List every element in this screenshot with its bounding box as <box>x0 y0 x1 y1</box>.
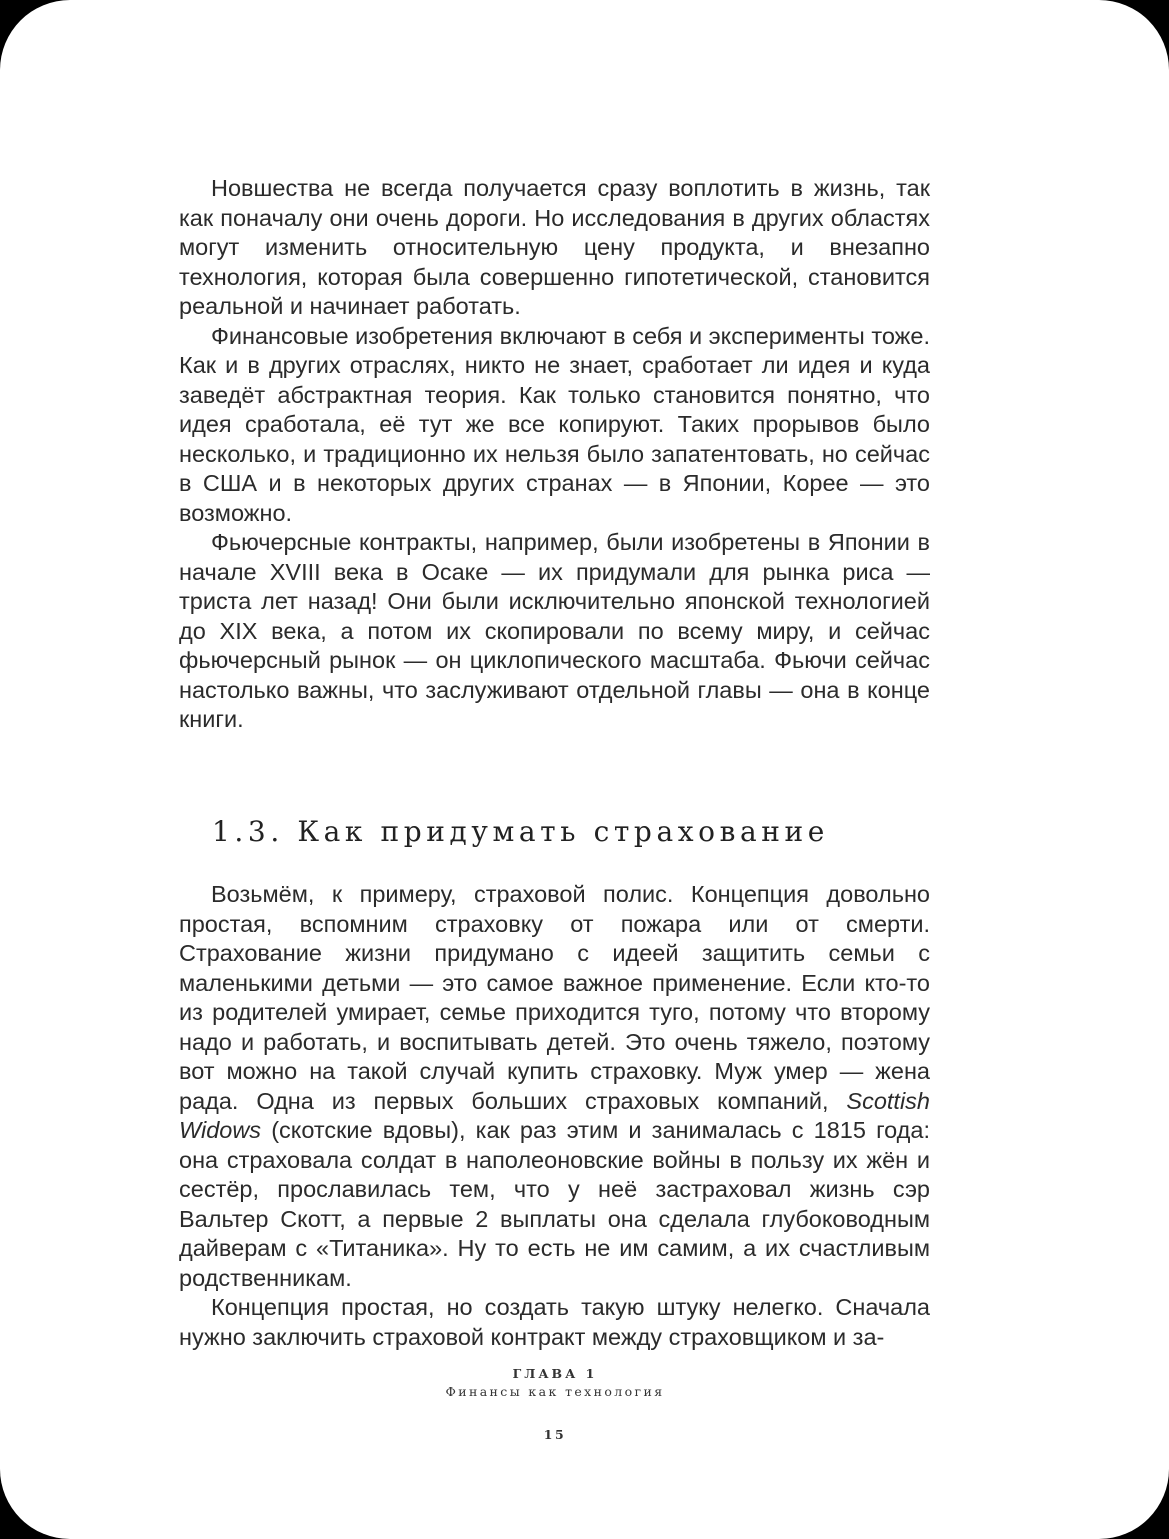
text-block-top <box>179 174 930 735</box>
footer-chapter: ГЛАВА 1 <box>512 1366 598 1381</box>
paragraph-concept: Концепция простая, но создать такую штуку нелегко. Сначала нужно заключить страховой контракт между страховщиком и за- <box>179 1294 930 1350</box>
paragraph-financial-inventions: Финансовые изобретения включают в себя и эксперименты тоже. Как и в других отраслях, никто не знает, сработает ли идея и куда заведёт абстрактная теория. Как только становится понятно, что идея сработала, её тут же все копируют. Таких прорывов было несколько, и традиционно их нельзя было запатентовать, но сейчас в США и в некоторых других странах — в Японии, Корее — это возможно. <box>179 322 930 526</box>
text-block-bottom <box>179 880 930 1352</box>
paragraph-insurance-part2: (скотские вдовы), как раз этим и занималась с 1815 года: она страховала солдат в наполеоновские войны в пользу их жён и сестёр, прославилась тем, что у неё застраховал жизнь сэр Вальтер Скотт, а первые 2 выплаты она сделала глубоководным дайверам с «Титаника». Ну то есть не им самим, а их счастливым родственникам. <box>179 1117 930 1291</box>
company-name: Scottish Widows <box>179 1087 930 1143</box>
section-heading: 1.3. Как придумать страхование <box>212 815 829 848</box>
footer-chapter-title: Финансы как технология <box>445 1384 665 1399</box>
paragraph-innovations: Новшества не всегда получается сразу воплотить в жизнь, так как поначалу они очень дороги. Но исследования в других областях могут изменить относительную цену продукта, и внезапно технология, которая была совершенно гипотетической, становится реальной и начинает работать. <box>179 175 930 319</box>
page-number: 15 <box>543 1427 567 1442</box>
paragraph-insurance <box>179 880 930 1293</box>
paragraph-insurance-part1: Возьмём, к примеру, страховой полис. Концепция довольно простая, вспомним страховку от пожара или от смерти. Страхование жизни придумано с идеей защитить семьи с маленькими детьми — это самое важное применение. Если кто-то из родителей умирает, семье приходится туго, потому что второму надо и работать, и воспитывать детей. Это очень тяжело, поэтому вот можно на такой случай купить страховку. Муж умер — жена рада. Одна из первых больших страховых компаний, <box>179 881 930 1114</box>
paragraph-futures: Фьючерсные контракты, например, были изобретены в Японии в начале XVIII века в Осаке — их придумали для рынка риса — триста лет назад! Они были исключительно японской технологией до XIX века, а потом их скопировали по всему миру, и сейчас фьючерсный рынок — он циклопического масштаба. Фьючи сейчас настолько важны, что заслуживают отдельной главы — она в конце книги. <box>179 529 930 732</box>
